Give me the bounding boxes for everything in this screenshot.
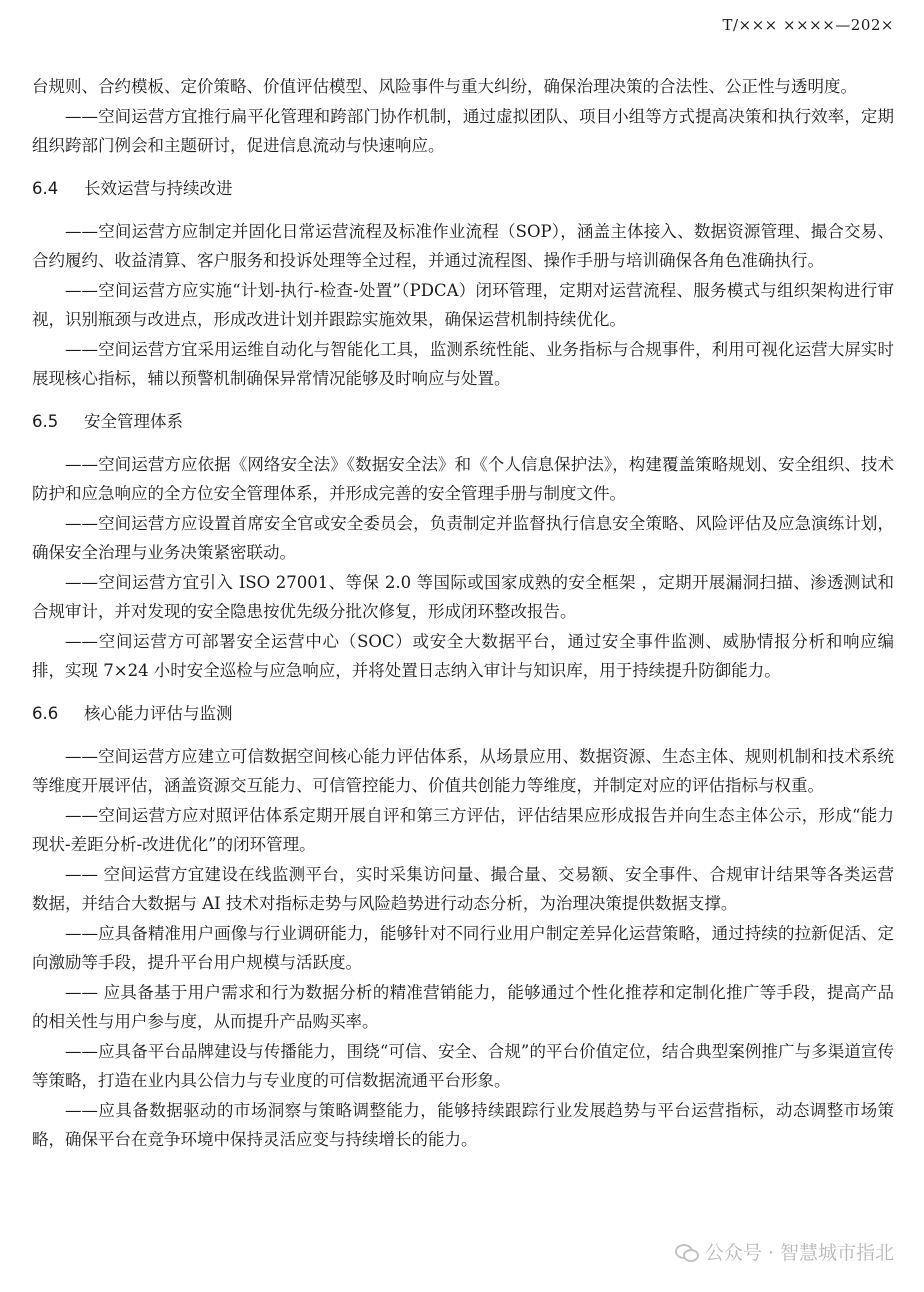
- intro-paragraph: 台规则、合约模板、定价策略、价值评估模型、风险事件与重大纠纷，确保治理决策的合法性、公正性与透明度。: [32, 77, 857, 96]
- section-number: 6.4: [32, 178, 59, 198]
- document-body: [32, 72, 894, 1155]
- section-heading: [32, 699, 894, 729]
- watermark-text: 公众号 · 智慧城市指北: [704, 1242, 894, 1264]
- section-paragraph: —— 应具备基于用户需求和行为数据分析的精准营销能力，能够通过个性化推荐和定制化推广等手段，提高产品的相关性与用户参与度，从而提升产品购买率。: [32, 982, 894, 1031]
- section-heading: [32, 407, 894, 437]
- section-paragraph: ——空间运营方应实施“计划-执行-检查-处置”（PDCA）闭环管理，定期对运营流程、服务模式与组织架构进行审视，识别瓶颈与改进点，形成改进计划并跟踪实施效果，确保运营机制持续优化。: [32, 280, 894, 329]
- section-paragraph: ——空间运营方应制定并固化日常运营流程及标准作业流程（SOP），涵盖主体接入、数据资源管理、撮合交易、合约履约、收益清算、客户服务和投诉处理等全过程，并通过流程图、操作手册与培训确保各角色准确执行。: [32, 221, 894, 270]
- watermark: [675, 1238, 894, 1265]
- section-paragraph: ——空间运营方应设置首席安全官或安全委员会，负责制定并监督执行信息安全策略、风险评估及应急演练计划，确保安全治理与业务决策紧密联动。: [32, 513, 894, 562]
- section-title: 安全管理体系: [84, 411, 183, 431]
- section-paragraph: ——空间运营方宜采用运维自动化与智能化工具，监测系统性能、业务指标与合规事件，利用可视化运营大屏实时展现核心指标，辅以预警机制确保异常情况能够及时响应与处置。: [32, 339, 894, 388]
- document-code-header: T/××× ××××—202×: [722, 16, 894, 34]
- section-title: 核心能力评估与监测: [84, 703, 233, 723]
- section-heading: [32, 174, 894, 204]
- section-paragraph: —— 空间运营方宜建设在线监测平台，实时采集访问量、撮合量、交易额、安全事件、合规审计结果等各类运营数据，并结合大数据与 AI 技术对指标走势与风险趋势进行动态分析，为治理决策提供数据支撑。: [32, 864, 894, 913]
- section-paragraph: ——空间运营方应建立可信数据空间核心能力评估体系，从场景应用、数据资源、生态主体、规则机制和技术系统等维度开展评估，涵盖资源交互能力、可信管控能力、价值共创能力等维度，并制定对应的评估指标与权重。: [32, 746, 894, 795]
- wechat-icon: [675, 1243, 697, 1261]
- section-number: 6.5: [32, 411, 59, 431]
- section-paragraph: ——应具备精准用户画像与行业调研能力，能够针对不同行业用户制定差异化运营策略，通过持续的拉新促活、定向激励等手段，提升平台用户规模与活跃度。: [32, 923, 894, 972]
- section-number: 6.6: [32, 703, 59, 723]
- section-title: 长效运营与持续改进: [84, 178, 233, 198]
- section-paragraph: ——应具备平台品牌建设与传播能力，围绕“可信、安全、合规”的平台价值定位，结合典型案例推广与多渠道宣传等策略，打造在业内具公信力与专业度的可信数据流通平台形象。: [32, 1041, 894, 1090]
- intro-paragraph: ——空间运营方宜推行扁平化管理和跨部门协作机制，通过虚拟团队、项目小组等方式提高决策和执行效率，定期组织跨部门例会和主题研讨，促进信息流动与快速响应。: [32, 106, 894, 155]
- section-paragraph: ——空间运营方应依据《网络安全法》《数据安全法》和《个人信息保护法》，构建覆盖策略规划、安全组织、技术防护和应急响应的全方位安全管理体系，并形成完善的安全管理手册与制度文件。: [32, 454, 894, 503]
- section-paragraph: ——空间运营方应对照评估体系定期开展自评和第三方评估，评估结果应形成报告并向生态主体公示，形成“能力现状-差距分析-改进优化”的闭环管理。: [32, 805, 894, 854]
- section-paragraph: ——空间运营方可部署安全运营中心（SOC）或安全大数据平台，通过安全事件监测、威胁情报分析和响应编排，实现 7×24 小时安全巡检与应急响应，并将处置日志纳入审计与知识库，用于持续提升防御能力。: [32, 631, 894, 680]
- section-paragraph: ——空间运营方宜引入 ISO 27001、等保 2.0 等国际或国家成熟的安全框架 ，定期开展漏洞扫描、渗透测试和合规审计，并对发现的安全隐患按优先级分批次修复，形成闭环整改报告。: [32, 572, 894, 621]
- section-paragraph: ——应具备数据驱动的市场洞察与策略调整能力，能够持续跟踪行业发展趋势与平台运营指标，动态调整市场策略，确保平台在竞争环境中保持灵活应变与持续增长的能力。: [32, 1100, 894, 1149]
